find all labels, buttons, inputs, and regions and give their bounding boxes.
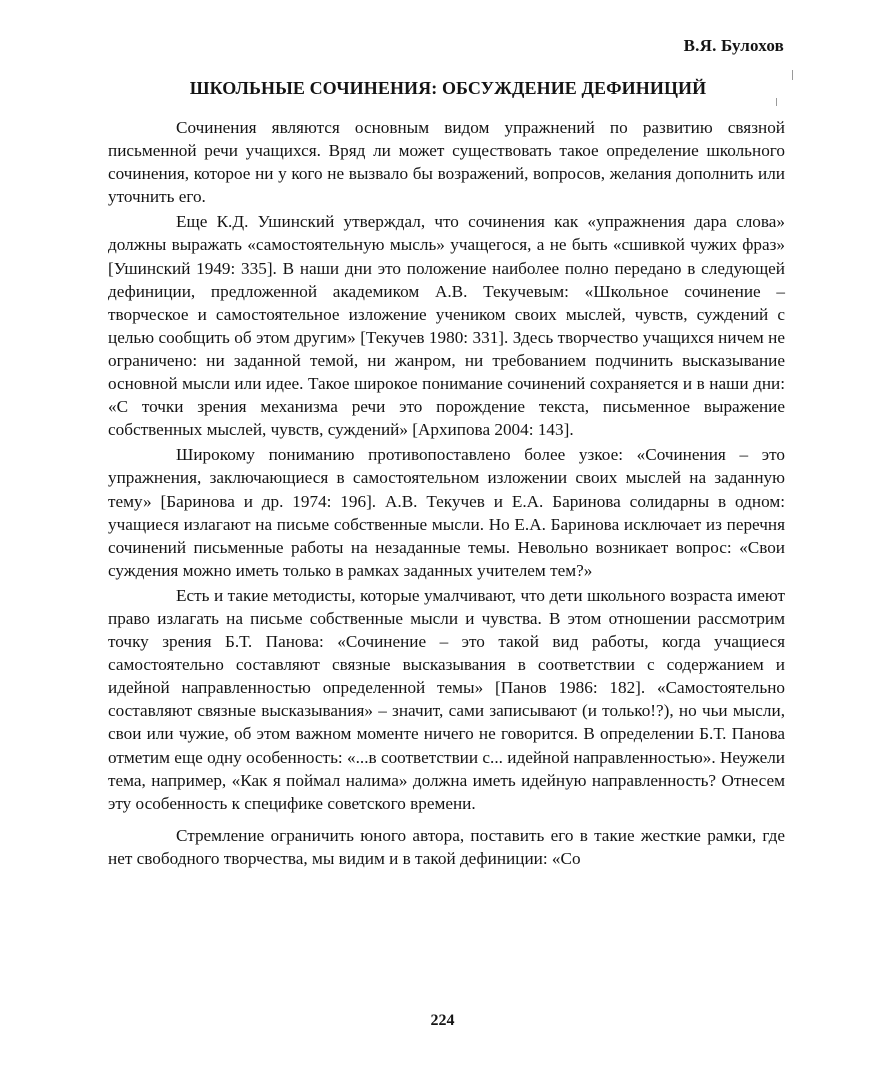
page-number: 224: [430, 1012, 455, 1029]
paragraph: Есть и такие методисты, которые умалчивают, что дети школьного возраста имеют право излагать на письме собственные мысли и чувства. В этом отношении рассмотрим точку зрения Б.Т. Панова: «Сочинение – это такой вид работы, когда учащиеся самостоятельно составляют связные высказывания в соответствии с содержанием и идейной направленностью определенной темы» [Панов 1986: 182]. «Самостоятельно составляют связные высказывания» – значит, сами записывают (и только!?), но чьи мысли, свои или чужие, об этом важном моменте ничего не говорится. В определении Б.Т. Панова отметим еще одну особенность: «...в соответствии с... идейной направленностью». Неужели тема, например, «Как я поймал налима» должна иметь идейную направленность? Отнесем эту особенность к специфике советского времени.: [108, 585, 785, 813]
paragraph: Стремление ограничить юного автора, поставить его в такие жесткие рамки, где нет свободного творчества, мы видим и в такой дефиниции: «Со: [108, 825, 785, 868]
article-body: [108, 116, 785, 870]
scan-mark: [792, 70, 793, 80]
article-title: ШКОЛЬНЫЕ СОЧИНЕНИЯ: ОБСУЖДЕНИЕ ДЕФИНИЦИЙ: [189, 78, 707, 98]
paragraph: Широкому пониманию противопоставлено более узкое: «Сочинения – это упражнения, заключающиеся в самостоятельном изложении своих мыслей на заданную тему» [Баринова и др. 1974: 196]. А.В. Текучев и Е.А. Баринова солидарны в одном: учащиеся излагают на письме собственные мысли. Но Е.А. Баринова исключает из перечня сочинений письменные работы на незаданные темы. Невольно возникает вопрос: «Свои суждения можно иметь только в рамках заданных учителем тем?»: [108, 445, 785, 580]
running-header-author: В.Я. Булохов: [683, 36, 784, 55]
paragraph: Еще К.Д. Ушинский утверждал, что сочинения как «упражнения дара слова» должны выражать «самостоятельную мысль» учащегося, а не быть «сшивкой чужих фраз» [Ушинский 1949: 335]. В наши дни это положение наиболее полно передано в следующей дефиниции, предложенной академиком А.В. Текучевым: «Школьное сочинение – творческое и самостоятельное изложение учеником своих мыслей, чувств, суждений с целью сообщить об этом другим» [Текучев 1980: 331]. Здесь творчество учащихся ничем не ограничено: ни заданной темой, ни жанром, ни требованием подчинить высказывание основной мысли или идее. Такое широкое понимание сочинений сохраняется и в наши дни: «С точки зрения механизма речи это порождение текста, письменное выражение собственных мыслей, чувств, суждений» [Архипова 2004: 143].: [108, 212, 785, 440]
scan-mark: [776, 98, 777, 106]
paragraph: Сочинения являются основным видом упражнений по развитию связной письменной речи учащихся. Вряд ли может существовать такое определение школьного сочинения, которое ни у кого не вызвало бы возражений, вопросов, желания дополнить или уточнить его.: [108, 118, 785, 207]
